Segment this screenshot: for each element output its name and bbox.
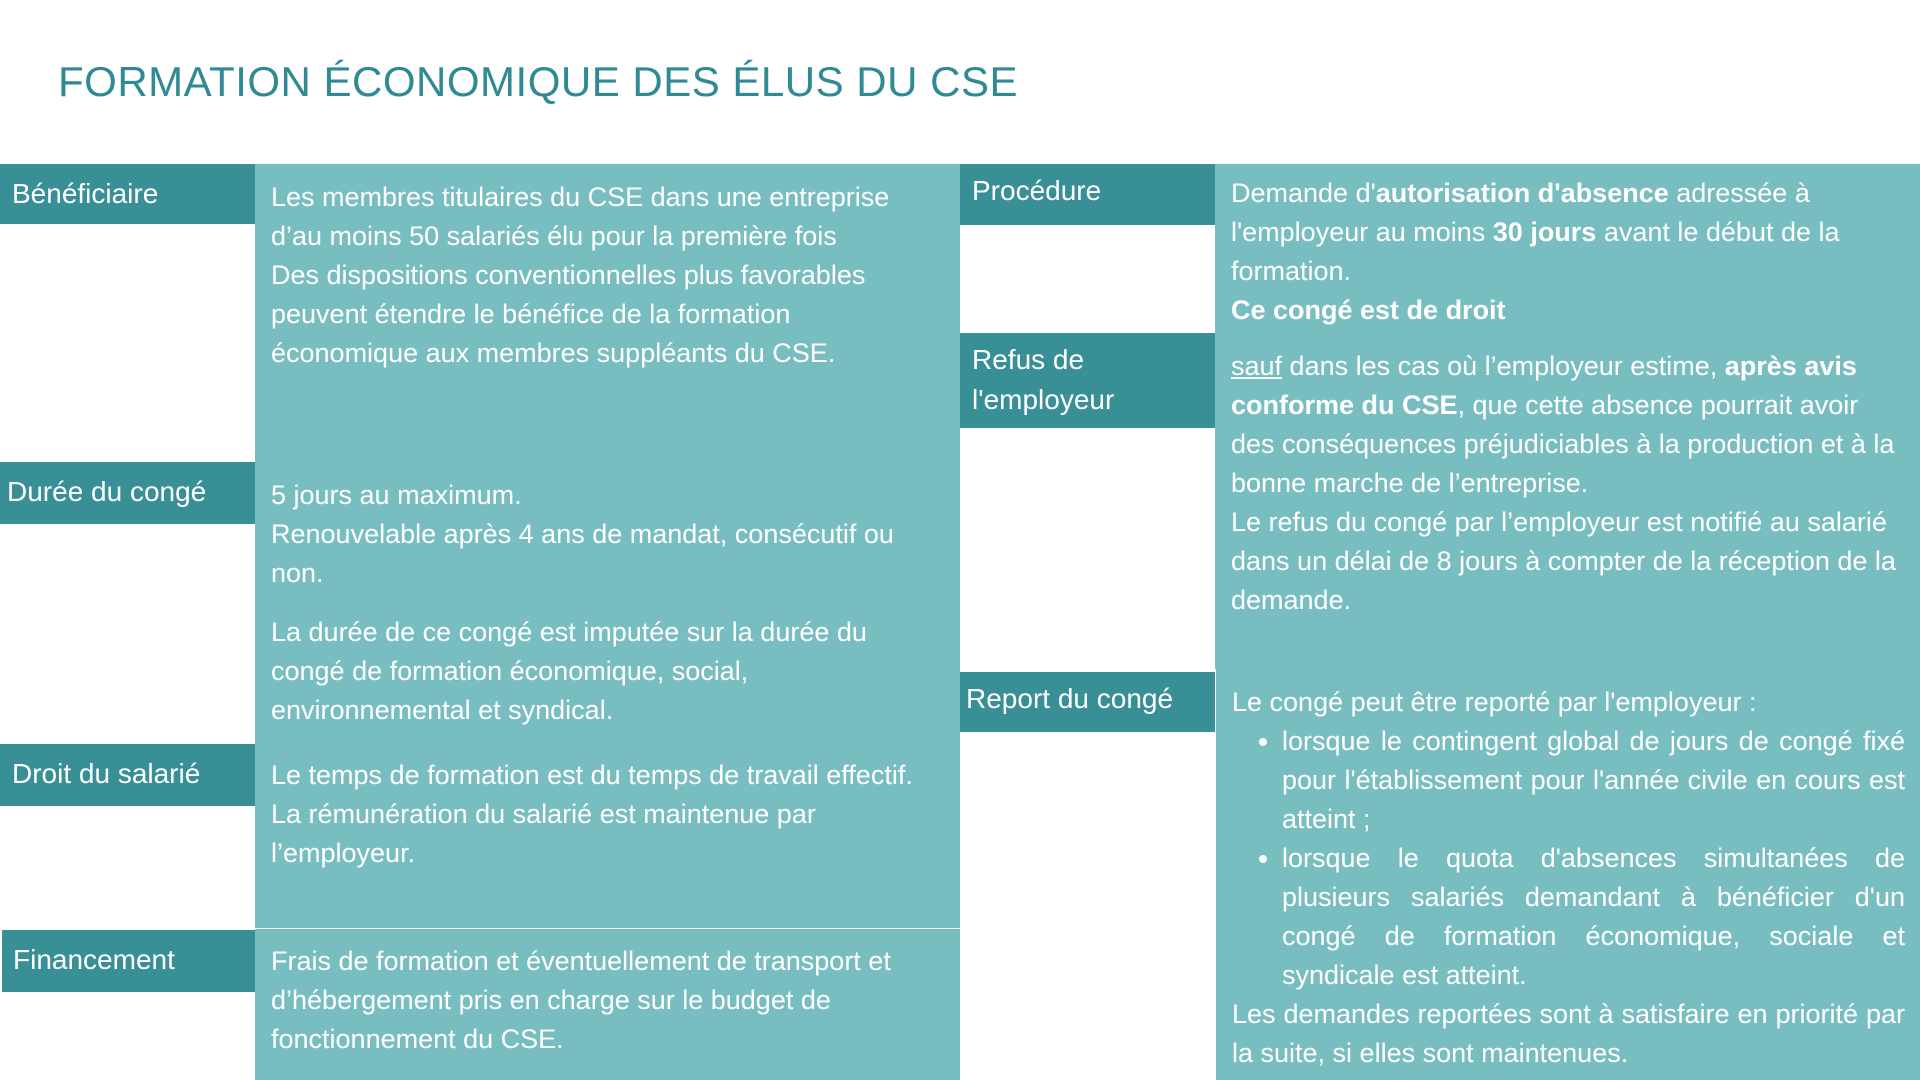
page-title: FORMATION ÉCONOMIQUE DES ÉLUS DU CSE (58, 58, 1018, 105)
report-bullets (1232, 722, 1905, 995)
droit-content (255, 744, 960, 928)
report-outro: Les demandes reportées sont à satisfaire en priorité par la suite, si elles sont maintenues. (1232, 999, 1905, 1068)
refus-text-2: Le refus du congé par l’employeur est notifié au salarié dans un délai de 8 jours à compter de la réception de la demande. (1231, 507, 1896, 615)
refus-text-1: sauf dans les cas où l’employeur estime, après avis conforme du CSE, que cette absence pourrait avoir des conséquences préjudiciables à la production et à la bonne marche de l’entreprise. (1231, 351, 1895, 498)
duree-text-2: Renouvelable après 4 ans de mandat, consécutif ou non. (271, 519, 894, 588)
beneficiaire-text-2: Des dispositions conventionnelles plus favorables peuvent étendre le bénéfice de la formation économique aux membres suppléants du CSE. (271, 260, 866, 368)
duree-text-3: La durée de ce congé est imputée sur la durée du congé de formation économique, social, environnemental et syndical. (271, 617, 867, 725)
procedure-refus-content (1215, 164, 1920, 669)
droit-text-1: Le temps de formation est du temps de travail effectif. (271, 760, 913, 790)
report-bullet-2: • lorsque le quota d'absences simultanées de plusieurs salariés demandant à bénéficier d'un congé de formation économique, sociale et syndicale est atteint. (1282, 839, 1905, 995)
duree-content (255, 462, 960, 744)
label-procedure: Procédure (960, 164, 1215, 225)
label-refus: Refus de l'employeur (960, 333, 1215, 428)
droit-text-2: La rémunération du salarié est maintenue par l’employeur. (271, 799, 816, 868)
financement-content (255, 929, 960, 1080)
beneficiaire-text-1: Les membres titulaires du CSE dans une entreprise d’au moins 50 salariés élu pour la première fois (271, 182, 890, 251)
procedure-text: Demande d'autorisation d'absence adressée à l'employeur au moins 30 jours avant le début de la formation. (1231, 178, 1840, 286)
report-content (1216, 669, 1920, 1080)
label-beneficiaire: Bénéficiaire (0, 164, 255, 224)
financement-text-1: Frais de formation et éventuellement de transport et d’hébergement pris en charge sur le budget de fonctionnement du CSE. (271, 946, 891, 1054)
label-droit: Droit du salarié (0, 744, 255, 806)
label-financement: Financement (2, 930, 255, 992)
duree-text-1: 5 jours au maximum. (271, 480, 522, 510)
procedure-droit: Ce congé est de droit (1231, 295, 1506, 325)
report-bullet-1: • lorsque le contingent global de jours de congé fixé pour l'établissement pour l'année civile en cours est atteint ; (1282, 722, 1905, 839)
label-report: Report du congé (960, 672, 1215, 732)
report-intro: Le congé peut être reporté par l'employeur : (1232, 687, 1757, 717)
label-duree: Durée du congé (0, 462, 255, 524)
beneficiaire-content (255, 164, 960, 462)
